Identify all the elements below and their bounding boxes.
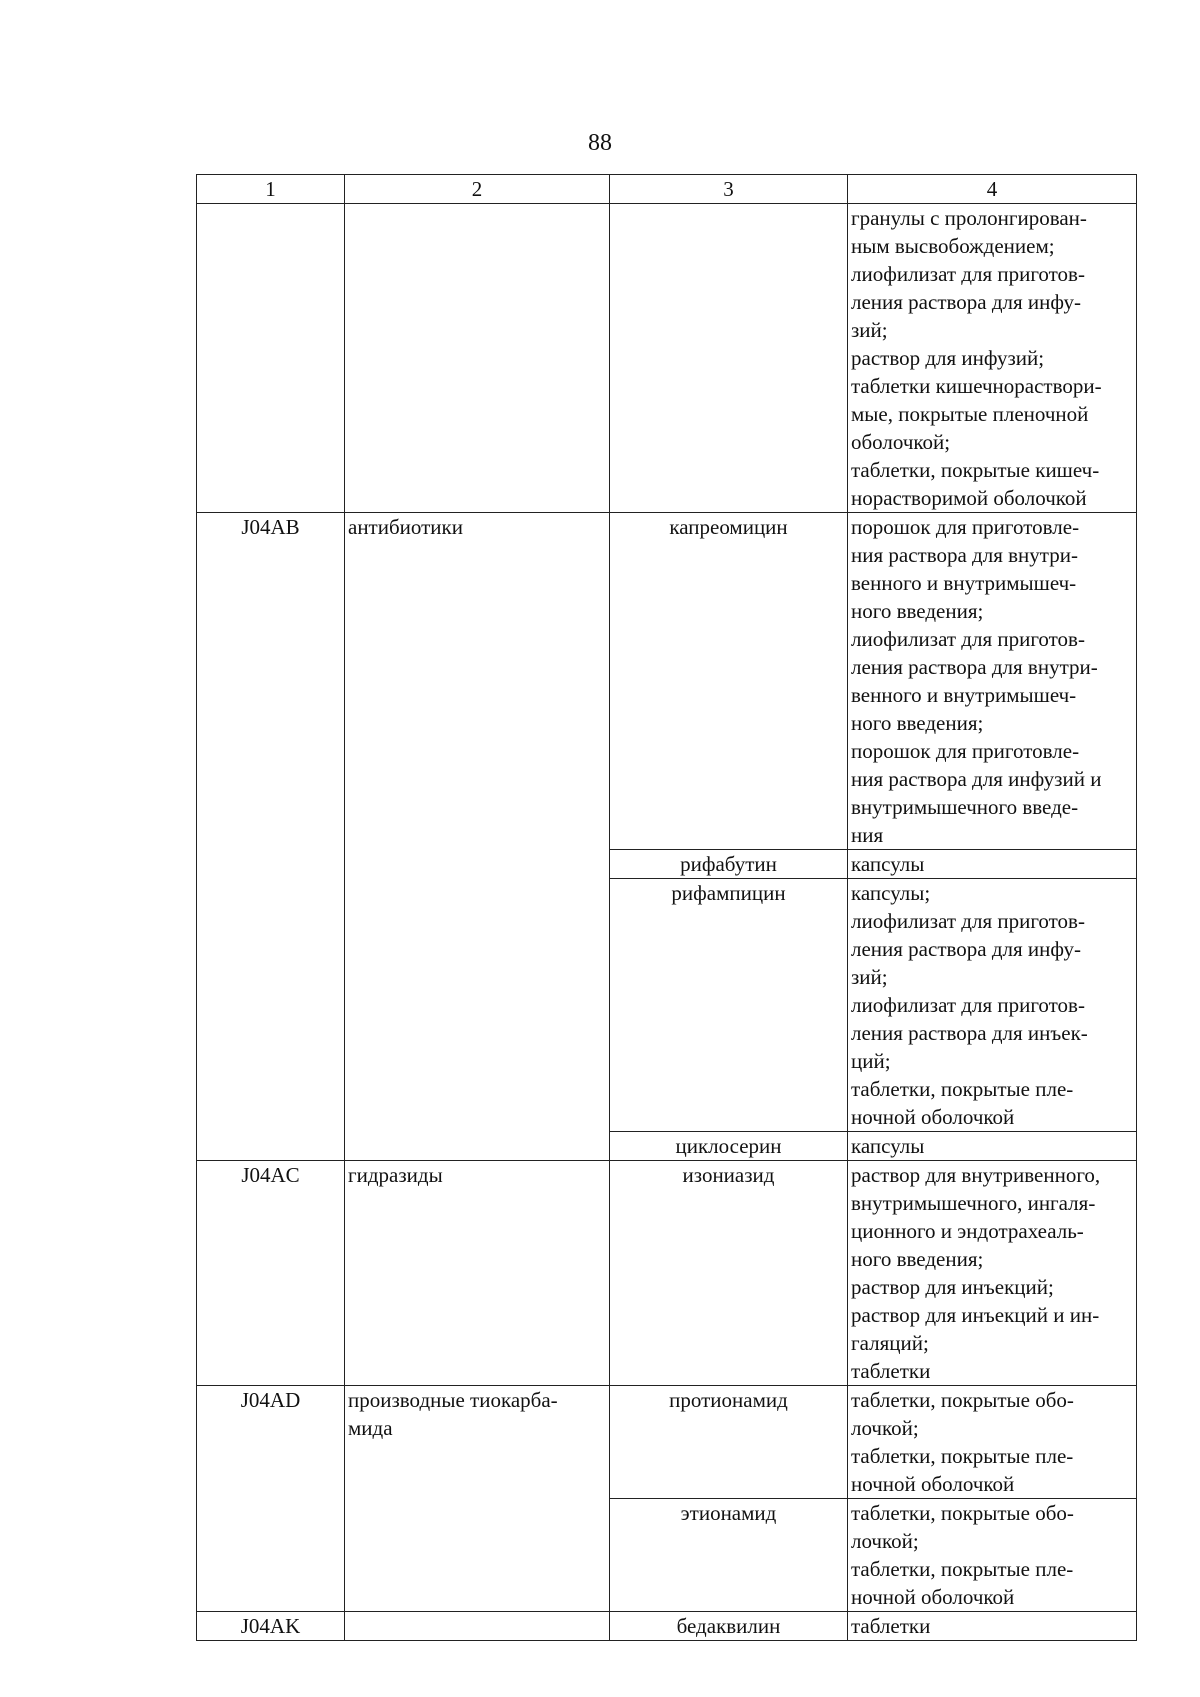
dosage-form-line: ционного и эндотрахеаль- xyxy=(851,1219,1084,1243)
dosage-forms-cell xyxy=(848,204,1137,513)
group-name-line: антибиотики xyxy=(348,515,463,539)
drug-table-body xyxy=(197,175,1137,1641)
continuation-row xyxy=(197,204,1137,513)
dosage-form-line: галяций; xyxy=(851,1331,929,1355)
group-name-cell xyxy=(345,1612,610,1641)
dosage-form-line: внутримышечного, ингаля- xyxy=(851,1191,1096,1215)
dosage-form-line: внутримышечного введе- xyxy=(851,795,1079,819)
dosage-form-line: капсулы xyxy=(851,1134,925,1158)
group-name-cell xyxy=(345,1161,610,1386)
dosage-forms-cell xyxy=(848,513,1137,850)
group-name-line: мида xyxy=(348,1416,393,1440)
dosage-form-line: лочкой; xyxy=(851,1416,919,1440)
dosage-form-line: ным высвобождением; xyxy=(851,234,1055,258)
dosage-forms-cell xyxy=(848,879,1137,1132)
header-col-2: 2 xyxy=(345,175,610,204)
dosage-form-line: ного введения; xyxy=(851,1247,984,1271)
dosage-form-line: ния xyxy=(851,823,884,847)
dosage-form-line: ления раствора для внутри- xyxy=(851,655,1098,679)
atc-code-cell: J04AD xyxy=(197,1386,345,1612)
table-header-row xyxy=(197,175,1137,204)
table-row xyxy=(197,1386,1137,1499)
inn-cell: рифампицин xyxy=(610,879,848,1132)
dosage-form-line: лиофилизат для приготов- xyxy=(851,993,1085,1017)
header-col-1: 1 xyxy=(197,175,345,204)
inn-cell: рифабутин xyxy=(610,850,848,879)
dosage-form-line: порошок для приготовле- xyxy=(851,739,1080,763)
dosage-form-line: капсулы; xyxy=(851,881,931,905)
dosage-form-line: таблетки xyxy=(851,1614,931,1638)
dosage-form-line: раствор для инфузий; xyxy=(851,346,1045,370)
drug-table xyxy=(196,174,1137,1641)
header-col-4: 4 xyxy=(848,175,1137,204)
atc-code-cell: J04AB xyxy=(197,513,345,1161)
inn-cell: бедаквилин xyxy=(610,1612,848,1641)
dosage-form-line: зий; xyxy=(851,318,888,342)
dosage-form-line: лиофилизат для приготов- xyxy=(851,627,1085,651)
dosage-form-line: гранулы с пролонгирован- xyxy=(851,206,1087,230)
dosage-forms-cell xyxy=(848,1386,1137,1499)
inn-cell: этионамид xyxy=(610,1499,848,1612)
inn-cell xyxy=(610,204,848,513)
dosage-forms-cell xyxy=(848,1499,1137,1612)
inn-cell: циклосерин xyxy=(610,1132,848,1161)
dosage-form-line: таблетки, покрытые пле- xyxy=(851,1557,1074,1581)
dosage-form-line: порошок для приготовле- xyxy=(851,515,1080,539)
dosage-form-line: венного и внутримышеч- xyxy=(851,683,1077,707)
dosage-forms-cell xyxy=(848,850,1137,879)
table-row xyxy=(197,1612,1137,1641)
dosage-form-line: ления раствора для инъек- xyxy=(851,1021,1088,1045)
atc-code-cell: J04AK xyxy=(197,1612,345,1641)
group-name-line: гидразиды xyxy=(348,1163,443,1187)
group-name-cell xyxy=(345,513,610,1161)
dosage-form-line: ночной оболочкой xyxy=(851,1585,1015,1609)
dosage-form-line: таблетки, покрытые пле- xyxy=(851,1077,1074,1101)
dosage-forms-cell xyxy=(848,1161,1137,1386)
dosage-form-line: ления раствора для инфу- xyxy=(851,290,1081,314)
dosage-form-line: таблетки, покрытые обо- xyxy=(851,1388,1074,1412)
dosage-form-line: зий; xyxy=(851,965,888,989)
code-cell xyxy=(197,204,345,513)
table-row xyxy=(197,513,1137,850)
group-name-line: производные тиокарба- xyxy=(348,1388,558,1412)
dosage-form-line: ночной оболочкой xyxy=(851,1472,1015,1496)
dosage-forms-cell xyxy=(848,1612,1137,1641)
dosage-form-line: таблетки, покрытые пле- xyxy=(851,1444,1074,1468)
dosage-form-line: раствор для внутривенного, xyxy=(851,1163,1101,1187)
dosage-form-line: оболочкой; xyxy=(851,430,951,454)
dosage-form-line: таблетки, покрытые обо- xyxy=(851,1501,1074,1525)
page-number: 88 xyxy=(588,130,612,156)
dosage-form-line: лиофилизат для приготов- xyxy=(851,909,1085,933)
dosage-form-line: ния раствора для внутри- xyxy=(851,543,1078,567)
group-name-cell xyxy=(345,204,610,513)
table-row xyxy=(197,1161,1137,1386)
dosage-form-line: ного введения; xyxy=(851,711,984,735)
dosage-form-line: таблетки xyxy=(851,1359,931,1383)
dosage-form-line: лочкой; xyxy=(851,1529,919,1553)
dosage-form-line: ций; xyxy=(851,1049,891,1073)
dosage-form-line: таблетки кишечнораствори- xyxy=(851,374,1102,398)
dosage-form-line: лиофилизат для приготов- xyxy=(851,262,1085,286)
inn-cell: изониазид xyxy=(610,1161,848,1386)
inn-cell: протионамид xyxy=(610,1386,848,1499)
dosage-form-line: ного введения; xyxy=(851,599,984,623)
atc-code-cell: J04AC xyxy=(197,1161,345,1386)
dosage-form-line: ления раствора для инфу- xyxy=(851,937,1081,961)
dosage-form-line: венного и внутримышеч- xyxy=(851,571,1077,595)
dosage-form-line: раствор для инъекций и ин- xyxy=(851,1303,1100,1327)
group-name-cell xyxy=(345,1386,610,1612)
inn-cell: капреомицин xyxy=(610,513,848,850)
dosage-form-line: капсулы xyxy=(851,852,925,876)
dosage-form-line: мые, покрытые пленочной xyxy=(851,402,1089,426)
dosage-form-line: норастворимой оболочкой xyxy=(851,486,1087,510)
dosage-forms-cell xyxy=(848,1132,1137,1161)
header-col-3: 3 xyxy=(610,175,848,204)
dosage-form-line: таблетки, покрытые кишеч- xyxy=(851,458,1100,482)
dosage-form-line: раствор для инъекций; xyxy=(851,1275,1054,1299)
dosage-form-line: ночной оболочкой xyxy=(851,1105,1015,1129)
dosage-form-line: ния раствора для инфузий и xyxy=(851,767,1102,791)
